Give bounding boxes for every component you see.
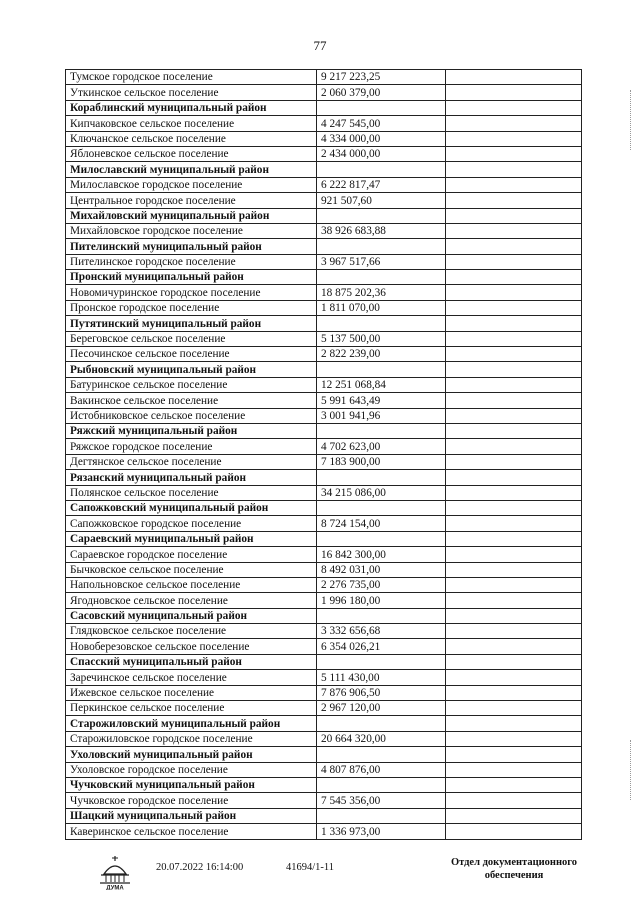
district-header-row <box>66 747 582 762</box>
settlement-row <box>66 300 582 315</box>
empty-cell <box>446 177 582 192</box>
footer-doc-number: 41694/1-11 <box>286 862 335 873</box>
settlement-row <box>66 439 582 454</box>
empty-cell <box>446 531 582 546</box>
amount-cell: 7 876 906,50 <box>317 685 446 700</box>
amount-cell <box>317 654 446 669</box>
empty-cell <box>446 485 582 500</box>
amount-cell: 5 111 430,00 <box>317 670 446 685</box>
settlement-name-cell: Напольновское сельское поселение <box>66 577 317 592</box>
settlement-row <box>66 193 582 208</box>
logo-text: ДУМА <box>106 885 124 890</box>
settlement-name-cell: Яблоневское сельское поселение <box>66 146 317 161</box>
amount-cell <box>317 270 446 285</box>
amount-cell: 4 334 000,00 <box>317 131 446 146</box>
empty-cell <box>446 239 582 254</box>
empty-cell <box>446 146 582 161</box>
amount-cell: 16 842 300,00 <box>317 547 446 562</box>
settlement-row <box>66 146 582 161</box>
settlement-row <box>66 116 582 131</box>
district-header-row <box>66 654 582 669</box>
settlement-name-cell: Ухоловское городское поселение <box>66 762 317 777</box>
amount-cell: 9 217 223,25 <box>317 70 446 85</box>
district-header-row <box>66 208 582 223</box>
settlement-row <box>66 516 582 531</box>
settlement-name-cell: Истобниковское сельское поселение <box>66 408 317 423</box>
settlement-row <box>66 762 582 777</box>
amount-cell <box>317 362 446 377</box>
footer-department <box>440 856 588 882</box>
district-header-row <box>66 470 582 485</box>
settlement-row <box>66 408 582 423</box>
budget-table <box>65 69 582 840</box>
amount-cell: 2 967 120,00 <box>317 701 446 716</box>
amount-cell: 6 354 026,21 <box>317 639 446 654</box>
amount-cell: 1 811 070,00 <box>317 300 446 315</box>
amount-cell: 7 545 356,00 <box>317 793 446 808</box>
empty-cell <box>446 824 582 839</box>
amount-cell: 2 276 735,00 <box>317 577 446 592</box>
empty-cell <box>446 100 582 115</box>
settlement-name-cell: Уткинское сельское поселение <box>66 85 317 100</box>
amount-cell: 2 822 239,00 <box>317 347 446 362</box>
settlement-row <box>66 701 582 716</box>
district-name-cell: Спасский муниципальный район <box>66 654 317 669</box>
settlement-name-cell: Кипчаковское сельское поселение <box>66 116 317 131</box>
settlement-row <box>66 731 582 746</box>
amount-cell <box>317 239 446 254</box>
settlement-row <box>66 254 582 269</box>
settlement-row <box>66 85 582 100</box>
district-name-cell: Сараевский муниципальный район <box>66 531 317 546</box>
district-header-row <box>66 500 582 515</box>
empty-cell <box>446 223 582 238</box>
amount-cell <box>317 808 446 823</box>
settlement-name-cell: Тумское городское поселение <box>66 70 317 85</box>
amount-cell: 2 060 379,00 <box>317 85 446 100</box>
settlement-row <box>66 347 582 362</box>
settlement-name-cell: Ягодновское сельское поселение <box>66 593 317 608</box>
empty-cell <box>446 562 582 577</box>
empty-cell <box>446 300 582 315</box>
empty-cell <box>446 516 582 531</box>
district-name-cell: Кораблинский муниципальный район <box>66 100 317 115</box>
amount-cell <box>317 470 446 485</box>
district-name-cell: Пронский муниципальный район <box>66 270 317 285</box>
district-name-cell: Ряжский муниципальный район <box>66 423 317 438</box>
amount-cell <box>317 777 446 792</box>
empty-cell <box>446 793 582 808</box>
department-line-1: Отдел документационного <box>450 857 578 868</box>
margin-mark <box>630 740 634 800</box>
settlement-name-cell: Заречинское сельское поселение <box>66 670 317 685</box>
empty-cell <box>446 639 582 654</box>
district-header-row <box>66 423 582 438</box>
settlement-name-cell: Батуринское сельское поселение <box>66 377 317 392</box>
empty-cell <box>446 193 582 208</box>
district-name-cell: Сапожковский муниципальный район <box>66 500 317 515</box>
district-header-row <box>66 716 582 731</box>
empty-cell <box>446 393 582 408</box>
amount-cell <box>317 531 446 546</box>
amount-cell: 5 137 500,00 <box>317 331 446 346</box>
empty-cell <box>446 162 582 177</box>
district-name-cell: Рязанский муниципальный район <box>66 470 317 485</box>
amount-cell <box>317 716 446 731</box>
district-header-row <box>66 362 582 377</box>
district-name-cell: Старожиловский муниципальный район <box>66 716 317 731</box>
empty-cell <box>446 85 582 100</box>
page-footer <box>0 854 640 894</box>
settlement-name-cell: Новоберезовское сельское поселение <box>66 639 317 654</box>
empty-cell <box>446 254 582 269</box>
settlement-name-cell: Перкинское сельское поселение <box>66 701 317 716</box>
empty-cell <box>446 731 582 746</box>
empty-cell <box>446 624 582 639</box>
settlement-row <box>66 562 582 577</box>
empty-cell <box>446 608 582 623</box>
settlement-row <box>66 177 582 192</box>
empty-cell <box>446 70 582 85</box>
settlement-name-cell: Милославское городское поселение <box>66 177 317 192</box>
amount-cell <box>317 747 446 762</box>
amount-cell <box>317 100 446 115</box>
amount-cell: 3 332 656,68 <box>317 624 446 639</box>
settlement-row <box>66 793 582 808</box>
amount-cell: 8 724 154,00 <box>317 516 446 531</box>
duma-logo-icon <box>95 854 135 890</box>
district-name-cell: Шацкий муниципальный район <box>66 808 317 823</box>
settlement-row <box>66 70 582 85</box>
amount-cell: 921 507,60 <box>317 193 446 208</box>
amount-cell: 2 434 000,00 <box>317 146 446 161</box>
district-header-row <box>66 608 582 623</box>
district-name-cell: Пителинский муниципальный район <box>66 239 317 254</box>
settlement-name-cell: Полянское сельское поселение <box>66 485 317 500</box>
settlement-name-cell: Береговское сельское поселение <box>66 331 317 346</box>
empty-cell <box>446 270 582 285</box>
settlement-name-cell: Михайловское городское поселение <box>66 223 317 238</box>
amount-cell: 1 336 973,00 <box>317 824 446 839</box>
settlement-name-cell: Вакинское сельское поселение <box>66 393 317 408</box>
settlement-name-cell: Ижевское сельское поселение <box>66 685 317 700</box>
settlement-row <box>66 577 582 592</box>
settlement-name-cell: Ряжское городское поселение <box>66 439 317 454</box>
empty-cell <box>446 116 582 131</box>
district-name-cell: Чучковский муниципальный район <box>66 777 317 792</box>
settlement-row <box>66 824 582 839</box>
empty-cell <box>446 577 582 592</box>
amount-cell <box>317 608 446 623</box>
settlement-name-cell: Дегтянское сельское поселение <box>66 454 317 469</box>
empty-cell <box>446 377 582 392</box>
district-header-row <box>66 531 582 546</box>
empty-cell <box>446 347 582 362</box>
amount-cell: 20 664 320,00 <box>317 731 446 746</box>
settlement-row <box>66 485 582 500</box>
empty-cell <box>446 747 582 762</box>
amount-cell: 1 996 180,00 <box>317 593 446 608</box>
settlement-row <box>66 377 582 392</box>
empty-cell <box>446 470 582 485</box>
empty-cell <box>446 685 582 700</box>
amount-cell: 38 926 683,88 <box>317 223 446 238</box>
settlement-row <box>66 285 582 300</box>
district-header-row <box>66 162 582 177</box>
amount-cell <box>317 208 446 223</box>
district-name-cell: Рыбновский муниципальный район <box>66 362 317 377</box>
settlement-row <box>66 639 582 654</box>
settlement-row <box>66 670 582 685</box>
empty-cell <box>446 131 582 146</box>
settlement-row <box>66 393 582 408</box>
empty-cell <box>446 762 582 777</box>
district-name-cell: Путятинский муниципальный район <box>66 316 317 331</box>
empty-cell <box>446 362 582 377</box>
margin-mark <box>630 90 634 150</box>
amount-cell <box>317 316 446 331</box>
empty-cell <box>446 439 582 454</box>
empty-cell <box>446 777 582 792</box>
empty-cell <box>446 408 582 423</box>
amount-cell: 8 492 031,00 <box>317 562 446 577</box>
empty-cell <box>446 701 582 716</box>
amount-cell: 3 001 941,96 <box>317 408 446 423</box>
empty-cell <box>446 808 582 823</box>
empty-cell <box>446 500 582 515</box>
settlement-name-cell: Бычковское сельское поселение <box>66 562 317 577</box>
settlement-name-cell: Чучковское городское поселение <box>66 793 317 808</box>
settlement-name-cell: Песочинское сельское поселение <box>66 347 317 362</box>
district-header-row <box>66 239 582 254</box>
empty-cell <box>446 547 582 562</box>
district-header-row <box>66 777 582 792</box>
amount-cell: 4 702 623,00 <box>317 439 446 454</box>
amount-cell: 3 967 517,66 <box>317 254 446 269</box>
district-name-cell: Михайловский муниципальный район <box>66 208 317 223</box>
amount-cell <box>317 423 446 438</box>
budget-table-body <box>66 70 582 840</box>
settlement-name-cell: Глядковское сельское поселение <box>66 624 317 639</box>
amount-cell: 6 222 817,47 <box>317 177 446 192</box>
settlement-name-cell: Старожиловское городское поселение <box>66 731 317 746</box>
settlement-name-cell: Сапожковское городское поселение <box>66 516 317 531</box>
settlement-name-cell: Каверинское сельское поселение <box>66 824 317 839</box>
settlement-row <box>66 547 582 562</box>
district-name-cell: Сасовский муниципальный район <box>66 608 317 623</box>
footer-datetime: 20.07.2022 16:14:00 <box>156 862 244 873</box>
settlement-name-cell: Сараевское городское поселение <box>66 547 317 562</box>
district-header-row <box>66 316 582 331</box>
district-name-cell: Милославский муниципальный район <box>66 162 317 177</box>
empty-cell <box>446 208 582 223</box>
empty-cell <box>446 285 582 300</box>
settlement-row <box>66 331 582 346</box>
amount-cell: 18 875 202,36 <box>317 285 446 300</box>
district-name-cell: Ухоловский муниципальный район <box>66 747 317 762</box>
settlement-row <box>66 454 582 469</box>
empty-cell <box>446 454 582 469</box>
empty-cell <box>446 316 582 331</box>
settlement-name-cell: Пронское городское поселение <box>66 300 317 315</box>
settlement-row <box>66 131 582 146</box>
settlement-name-cell: Пителинское городское поселение <box>66 254 317 269</box>
amount-cell <box>317 162 446 177</box>
department-line-2: обеспечения <box>484 870 544 881</box>
empty-cell <box>446 423 582 438</box>
page-number: 77 <box>313 38 327 53</box>
settlement-name-cell: Центральное городское поселение <box>66 193 317 208</box>
amount-cell: 4 247 545,00 <box>317 116 446 131</box>
amount-cell: 12 251 068,84 <box>317 377 446 392</box>
settlement-name-cell: Новомичуринское городское поселение <box>66 285 317 300</box>
empty-cell <box>446 593 582 608</box>
amount-cell: 5 991 643,49 <box>317 393 446 408</box>
amount-cell <box>317 500 446 515</box>
settlement-row <box>66 223 582 238</box>
district-header-row <box>66 100 582 115</box>
empty-cell <box>446 331 582 346</box>
amount-cell: 34 215 086,00 <box>317 485 446 500</box>
empty-cell <box>446 716 582 731</box>
empty-cell <box>446 670 582 685</box>
settlement-row <box>66 624 582 639</box>
settlement-row <box>66 685 582 700</box>
settlement-row <box>66 593 582 608</box>
settlement-name-cell: Ключанское сельское поселение <box>66 131 317 146</box>
amount-cell: 7 183 900,00 <box>317 454 446 469</box>
district-header-row <box>66 270 582 285</box>
amount-cell: 4 807 876,00 <box>317 762 446 777</box>
empty-cell <box>446 654 582 669</box>
district-header-row <box>66 808 582 823</box>
